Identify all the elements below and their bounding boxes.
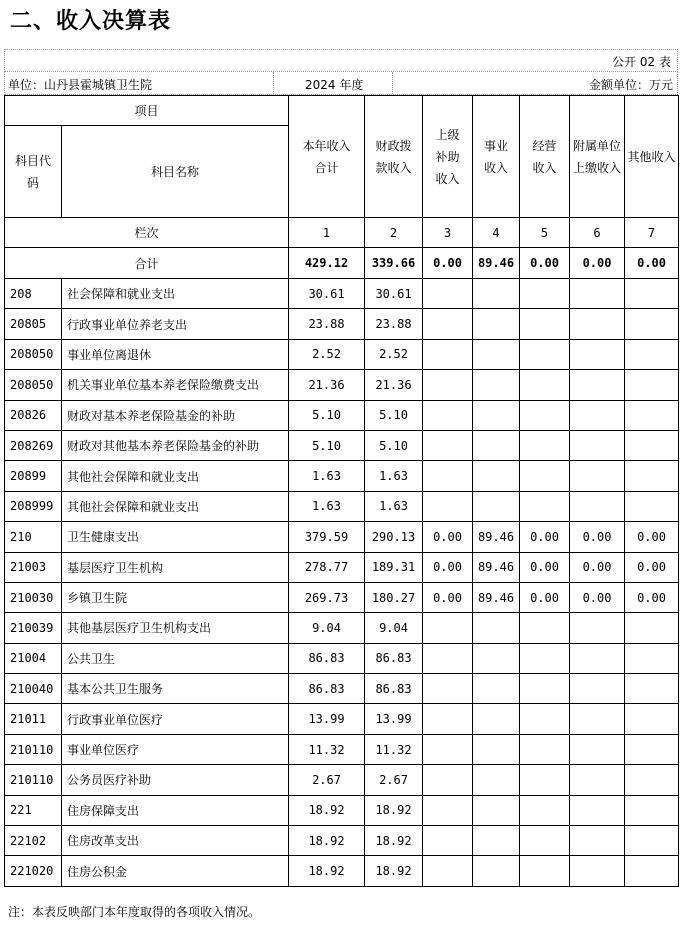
row-value bbox=[423, 370, 473, 400]
row-value bbox=[473, 370, 520, 400]
row-code: 21011 bbox=[5, 704, 62, 734]
row-value bbox=[520, 461, 570, 491]
row-value bbox=[570, 643, 625, 673]
row-value bbox=[520, 765, 570, 795]
header-col-7: 其他收入 bbox=[625, 96, 679, 218]
row-value bbox=[473, 795, 520, 825]
table-row bbox=[5, 309, 679, 339]
row-value bbox=[423, 461, 473, 491]
row-value bbox=[423, 430, 473, 460]
row-value: 5.10 bbox=[365, 400, 423, 430]
row-code: 20805 bbox=[5, 309, 62, 339]
row-value: 18.92 bbox=[365, 856, 423, 886]
row-value bbox=[520, 613, 570, 643]
table-row bbox=[5, 522, 679, 552]
row-value: 290.13 bbox=[365, 522, 423, 552]
row-value: 1.63 bbox=[365, 461, 423, 491]
row-value bbox=[625, 856, 679, 886]
row-code: 210110 bbox=[5, 734, 62, 764]
row-code: 21004 bbox=[5, 643, 62, 673]
row-code: 208050 bbox=[5, 339, 62, 369]
row-value: 30.61 bbox=[365, 279, 423, 309]
row-value bbox=[423, 734, 473, 764]
row-value bbox=[570, 461, 625, 491]
row-value bbox=[473, 613, 520, 643]
row-code: 221020 bbox=[5, 856, 62, 886]
row-code: 210110 bbox=[5, 765, 62, 795]
row-name: 基层医疗卫生机构 bbox=[62, 552, 289, 582]
header-col-1: 本年收入合计 bbox=[289, 96, 365, 218]
table-row bbox=[5, 552, 679, 582]
row-value bbox=[625, 339, 679, 369]
table-row bbox=[5, 674, 679, 704]
row-code: 21003 bbox=[5, 552, 62, 582]
row-value bbox=[473, 704, 520, 734]
row-value: 89.46 bbox=[473, 552, 520, 582]
total-value: 0.00 bbox=[570, 248, 625, 279]
row-value: 89.46 bbox=[473, 522, 520, 552]
row-name: 住房保障支出 bbox=[62, 795, 289, 825]
table-row bbox=[5, 370, 679, 400]
row-value bbox=[520, 826, 570, 856]
total-value: 339.66 bbox=[365, 248, 423, 279]
row-value bbox=[473, 826, 520, 856]
row-value bbox=[473, 400, 520, 430]
row-value: 21.36 bbox=[289, 370, 365, 400]
row-value bbox=[423, 309, 473, 339]
row-value: 0.00 bbox=[570, 552, 625, 582]
header-project: 项目 bbox=[5, 96, 289, 126]
row-code: 22102 bbox=[5, 826, 62, 856]
row-value bbox=[625, 400, 679, 430]
row-value bbox=[625, 704, 679, 734]
row-value bbox=[473, 491, 520, 521]
row-value: 5.10 bbox=[289, 430, 365, 460]
form-number: 公开 02 表 bbox=[612, 55, 671, 69]
col-num: 6 bbox=[570, 218, 625, 248]
table-row bbox=[5, 734, 679, 764]
col-num: 5 bbox=[520, 218, 570, 248]
row-value bbox=[570, 674, 625, 704]
row-value bbox=[473, 734, 520, 764]
income-table bbox=[4, 95, 679, 887]
row-value bbox=[570, 613, 625, 643]
row-name: 事业单位离退休 bbox=[62, 339, 289, 369]
row-value: 13.99 bbox=[365, 704, 423, 734]
header-code: 科目代码 bbox=[5, 126, 62, 218]
row-value: 11.32 bbox=[289, 734, 365, 764]
row-value bbox=[423, 856, 473, 886]
row-value: 0.00 bbox=[423, 582, 473, 612]
row-code: 210030 bbox=[5, 582, 62, 612]
row-value bbox=[570, 491, 625, 521]
total-value: 0.00 bbox=[423, 248, 473, 279]
row-value bbox=[423, 643, 473, 673]
row-value bbox=[423, 826, 473, 856]
row-value bbox=[625, 370, 679, 400]
table-row bbox=[5, 704, 679, 734]
row-value: 0.00 bbox=[520, 552, 570, 582]
row-value bbox=[520, 643, 570, 673]
row-code: 210040 bbox=[5, 674, 62, 704]
row-value bbox=[423, 400, 473, 430]
row-value bbox=[473, 430, 520, 460]
row-value: 23.88 bbox=[365, 309, 423, 339]
row-value bbox=[423, 674, 473, 704]
table-row bbox=[5, 826, 679, 856]
col-num: 2 bbox=[365, 218, 423, 248]
table-row bbox=[5, 279, 679, 309]
row-value bbox=[520, 339, 570, 369]
col-num: 3 bbox=[423, 218, 473, 248]
unit-label: 单位：山丹县霍城镇卫生院 bbox=[8, 78, 153, 92]
row-value bbox=[473, 309, 520, 339]
header-col-3: 上级补助收入 bbox=[423, 96, 473, 218]
row-value bbox=[423, 339, 473, 369]
row-name: 社会保障和就业支出 bbox=[62, 279, 289, 309]
row-code: 208 bbox=[5, 279, 62, 309]
row-name: 基本公共卫生服务 bbox=[62, 674, 289, 704]
row-name: 财政对其他基本养老保险基金的补助 bbox=[62, 430, 289, 460]
row-value: 269.73 bbox=[289, 582, 365, 612]
row-value: 23.88 bbox=[289, 309, 365, 339]
row-value bbox=[625, 279, 679, 309]
row-value bbox=[625, 613, 679, 643]
row-value bbox=[473, 461, 520, 491]
row-value: 0.00 bbox=[520, 522, 570, 552]
row-value bbox=[570, 795, 625, 825]
row-value bbox=[520, 430, 570, 460]
row-value bbox=[473, 643, 520, 673]
row-value bbox=[570, 370, 625, 400]
table-row bbox=[5, 582, 679, 612]
row-value bbox=[520, 370, 570, 400]
amount-unit: 金额单位：万元 bbox=[588, 78, 673, 92]
row-value bbox=[625, 826, 679, 856]
row-value: 0.00 bbox=[423, 552, 473, 582]
header-name: 科目名称 bbox=[62, 126, 289, 218]
row-value bbox=[423, 765, 473, 795]
row-value: 86.83 bbox=[365, 674, 423, 704]
table-row bbox=[5, 339, 679, 369]
table-row bbox=[5, 856, 679, 886]
row-value bbox=[473, 674, 520, 704]
row-name: 其他基层医疗卫生机构支出 bbox=[62, 613, 289, 643]
total-value: 89.46 bbox=[473, 248, 520, 279]
row-value: 89.46 bbox=[473, 582, 520, 612]
row-value bbox=[520, 795, 570, 825]
form-number-bar bbox=[4, 49, 678, 72]
row-value: 18.92 bbox=[289, 826, 365, 856]
row-code: 20899 bbox=[5, 461, 62, 491]
table-row bbox=[5, 491, 679, 521]
row-value: 0.00 bbox=[570, 522, 625, 552]
row-value: 180.27 bbox=[365, 582, 423, 612]
row-value bbox=[625, 734, 679, 764]
total-value: 0.00 bbox=[625, 248, 679, 279]
row-value bbox=[520, 491, 570, 521]
row-value: 86.83 bbox=[365, 643, 423, 673]
total-value: 0.00 bbox=[520, 248, 570, 279]
table-row bbox=[5, 461, 679, 491]
header-lanci: 栏次 bbox=[5, 218, 289, 248]
table-row bbox=[5, 643, 679, 673]
row-value: 0.00 bbox=[625, 552, 679, 582]
row-value: 9.04 bbox=[289, 613, 365, 643]
row-value bbox=[625, 491, 679, 521]
row-value bbox=[520, 734, 570, 764]
row-value: 1.63 bbox=[289, 461, 365, 491]
row-name: 其他社会保障和就业支出 bbox=[62, 461, 289, 491]
row-value bbox=[625, 461, 679, 491]
table-row bbox=[5, 765, 679, 795]
row-value: 13.99 bbox=[289, 704, 365, 734]
row-value: 11.32 bbox=[365, 734, 423, 764]
row-value bbox=[520, 309, 570, 339]
row-name: 行政事业单位医疗 bbox=[62, 704, 289, 734]
table-row bbox=[5, 430, 679, 460]
row-value: 0.00 bbox=[570, 582, 625, 612]
row-value: 2.52 bbox=[289, 339, 365, 369]
row-value bbox=[520, 400, 570, 430]
row-code: 221 bbox=[5, 795, 62, 825]
row-value bbox=[570, 734, 625, 764]
header-col-5: 经营收入 bbox=[520, 96, 570, 218]
row-value: 189.31 bbox=[365, 552, 423, 582]
row-code: 210039 bbox=[5, 613, 62, 643]
table-row bbox=[5, 795, 679, 825]
total-value: 429.12 bbox=[289, 248, 365, 279]
row-value bbox=[423, 491, 473, 521]
row-value bbox=[570, 279, 625, 309]
row-name: 住房公积金 bbox=[62, 856, 289, 886]
row-value bbox=[570, 765, 625, 795]
row-value: 379.59 bbox=[289, 522, 365, 552]
info-row bbox=[4, 72, 678, 95]
row-value: 18.92 bbox=[289, 856, 365, 886]
row-value bbox=[570, 856, 625, 886]
row-name: 公务员医疗补助 bbox=[62, 765, 289, 795]
table-row bbox=[5, 400, 679, 430]
header-col-6: 附属单位上缴收入 bbox=[570, 96, 625, 218]
row-name: 财政对基本养老保险基金的补助 bbox=[62, 400, 289, 430]
header-col-2: 财政拨款收入 bbox=[365, 96, 423, 218]
row-name: 住房改革支出 bbox=[62, 826, 289, 856]
row-name: 卫生健康支出 bbox=[62, 522, 289, 552]
row-value: 0.00 bbox=[423, 522, 473, 552]
col-num: 4 bbox=[473, 218, 520, 248]
row-value: 18.92 bbox=[289, 795, 365, 825]
row-value bbox=[473, 339, 520, 369]
row-code: 208269 bbox=[5, 430, 62, 460]
row-value bbox=[520, 856, 570, 886]
header-col-4: 事业收入 bbox=[473, 96, 520, 218]
row-name: 事业单位医疗 bbox=[62, 734, 289, 764]
table-row bbox=[5, 613, 679, 643]
row-value bbox=[423, 613, 473, 643]
row-value bbox=[423, 795, 473, 825]
row-value: 5.10 bbox=[289, 400, 365, 430]
row-value: 2.67 bbox=[365, 765, 423, 795]
row-value: 21.36 bbox=[365, 370, 423, 400]
row-value: 86.83 bbox=[289, 643, 365, 673]
col-num: 7 bbox=[625, 218, 679, 248]
row-value: 1.63 bbox=[365, 491, 423, 521]
row-value bbox=[423, 704, 473, 734]
row-value: 5.10 bbox=[365, 430, 423, 460]
row-value bbox=[570, 309, 625, 339]
row-value bbox=[570, 400, 625, 430]
row-code: 208999 bbox=[5, 491, 62, 521]
row-value: 2.52 bbox=[365, 339, 423, 369]
row-value: 1.63 bbox=[289, 491, 365, 521]
row-value: 30.61 bbox=[289, 279, 365, 309]
row-name: 乡镇卫生院 bbox=[62, 582, 289, 612]
row-value bbox=[625, 795, 679, 825]
row-value bbox=[570, 704, 625, 734]
row-value: 0.00 bbox=[625, 522, 679, 552]
row-value bbox=[473, 279, 520, 309]
row-value bbox=[473, 765, 520, 795]
row-value: 18.92 bbox=[365, 795, 423, 825]
row-value bbox=[520, 279, 570, 309]
row-value: 86.83 bbox=[289, 674, 365, 704]
row-value bbox=[625, 674, 679, 704]
row-value: 9.04 bbox=[365, 613, 423, 643]
row-value bbox=[625, 643, 679, 673]
year-label: 2024 年度 bbox=[305, 78, 364, 92]
total-label: 合计 bbox=[5, 248, 289, 279]
row-value bbox=[625, 309, 679, 339]
row-name: 行政事业单位养老支出 bbox=[62, 309, 289, 339]
row-value: 0.00 bbox=[520, 582, 570, 612]
footnote: 注：本表反映部门本年度取得的各项收入情况。 bbox=[8, 905, 261, 919]
row-value bbox=[473, 856, 520, 886]
row-value bbox=[570, 339, 625, 369]
row-value bbox=[625, 430, 679, 460]
row-name: 公共卫生 bbox=[62, 643, 289, 673]
row-value bbox=[570, 826, 625, 856]
row-code: 208050 bbox=[5, 370, 62, 400]
row-value: 18.92 bbox=[365, 826, 423, 856]
row-name: 机关事业单位基本养老保险缴费支出 bbox=[62, 370, 289, 400]
row-value bbox=[570, 430, 625, 460]
row-value bbox=[520, 704, 570, 734]
row-code: 210 bbox=[5, 522, 62, 552]
row-name: 其他社会保障和就业支出 bbox=[62, 491, 289, 521]
col-num: 1 bbox=[289, 218, 365, 248]
row-code: 20826 bbox=[5, 400, 62, 430]
row-value: 0.00 bbox=[625, 582, 679, 612]
row-value bbox=[520, 674, 570, 704]
page-title: 二、收入决算表 bbox=[10, 9, 172, 34]
row-value: 2.67 bbox=[289, 765, 365, 795]
row-value: 278.77 bbox=[289, 552, 365, 582]
row-value bbox=[625, 765, 679, 795]
row-value bbox=[423, 279, 473, 309]
